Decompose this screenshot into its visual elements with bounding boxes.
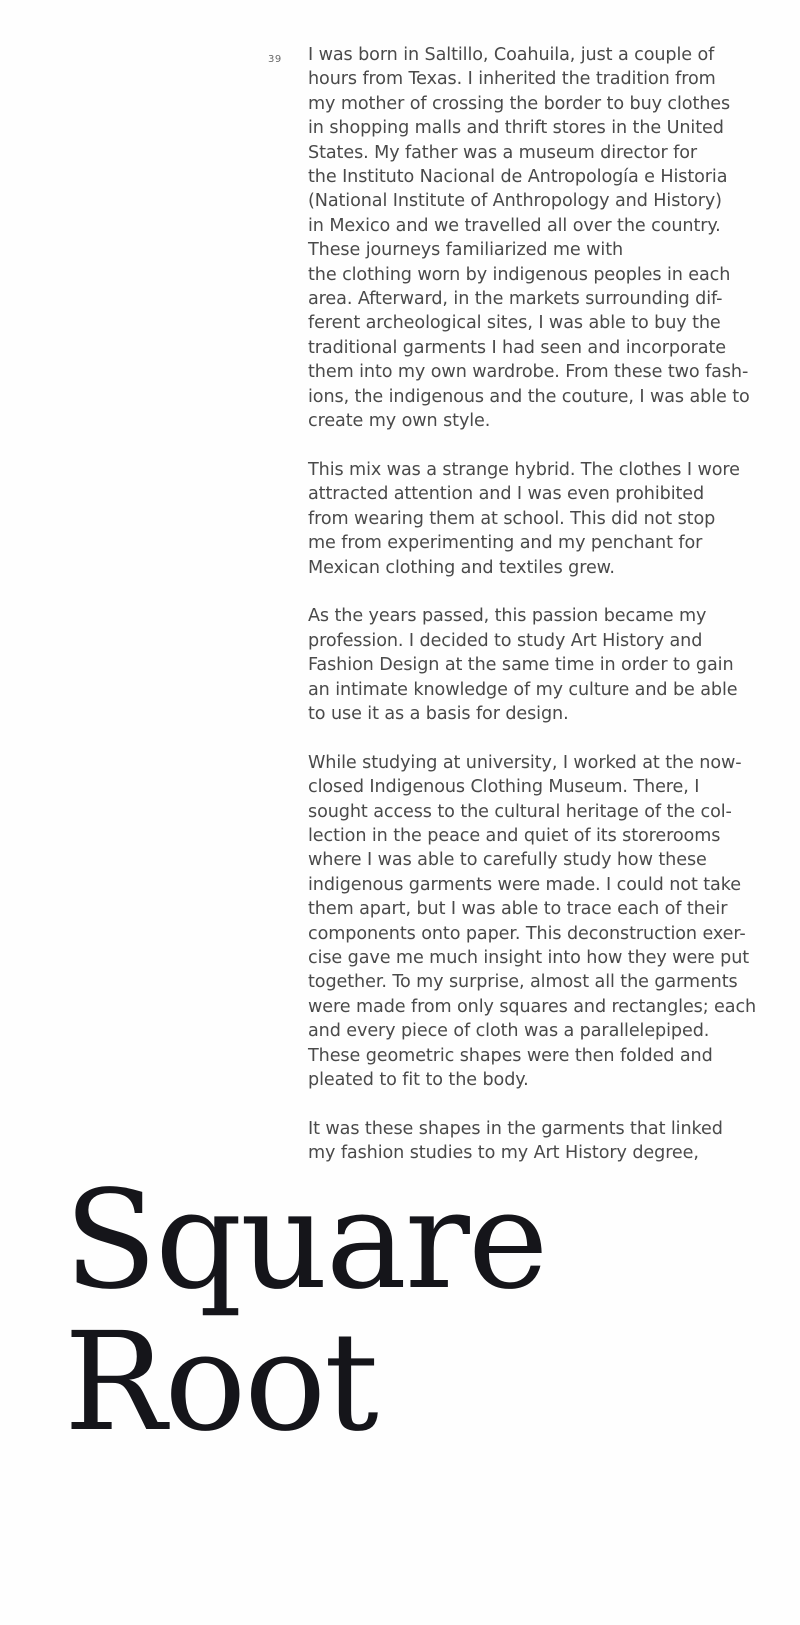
paragraph-5: It was these shapes in the garments that linked my fashion studies to my Art History degree, [308,1118,723,1164]
article-title [64,1162,547,1462]
paragraph-2: This mix was a strange hybrid. The clothes I wore attracted attention and I was even prohibited from wearing them at school. This did not stop me from experimenting and my penchant for Mexican clothing and textiles grew. [308,459,740,578]
article-body [308,43,778,1166]
paragraph-1: I was born in Saltillo, Coahuila, just a couple of hours from Texas. I inherited the tradition from my mother of crossing the border to buy clothes in shopping malls and thrift stores in the United States. My father was a museum director for the Instituto Nacional de Antropología e Historia (National Institute of Anthropology and History) in Mexico and we travelled all over the country. These journeys familiarized me with the clothing worn by indigenous peoples in each area. Afterward, in the markets surrounding dif- ferent archeological sites, I was able to buy the traditional garments I had seen and incorporate them into my own wardrobe. From these two fash- ions, the indigenous and the couture, I was able to create my own style. [308,45,750,432]
title-line-1: Square [64,1162,547,1320]
page-number: 39 [268,54,282,65]
paragraph-4: While studying at university, I worked at the now- closed Indigenous Clothing Museum. There, I sought access to the cultural heritage of the col- lection in the peace and quiet of its storerooms where I was able to carefully study how these indigenous garments were made. I could not take them apart, but I was able to trace each of their components onto paper. This deconstruction exer- cise gave me much insight into how they were put together. To my surprise, almost all the garments were made from only squares and rectangles; each and every piece of cloth was a parallelepiped. These geometric shapes were then folded and pleated to fit to the body. [308,752,757,1091]
title-line-2: Root [64,1304,377,1462]
paragraph-3: As the years passed, this passion became my profession. I decided to study Art History and Fashion Design at the same time in order to gain an intimate knowledge of my culture and be able to use it as a basis for design. [308,606,738,724]
